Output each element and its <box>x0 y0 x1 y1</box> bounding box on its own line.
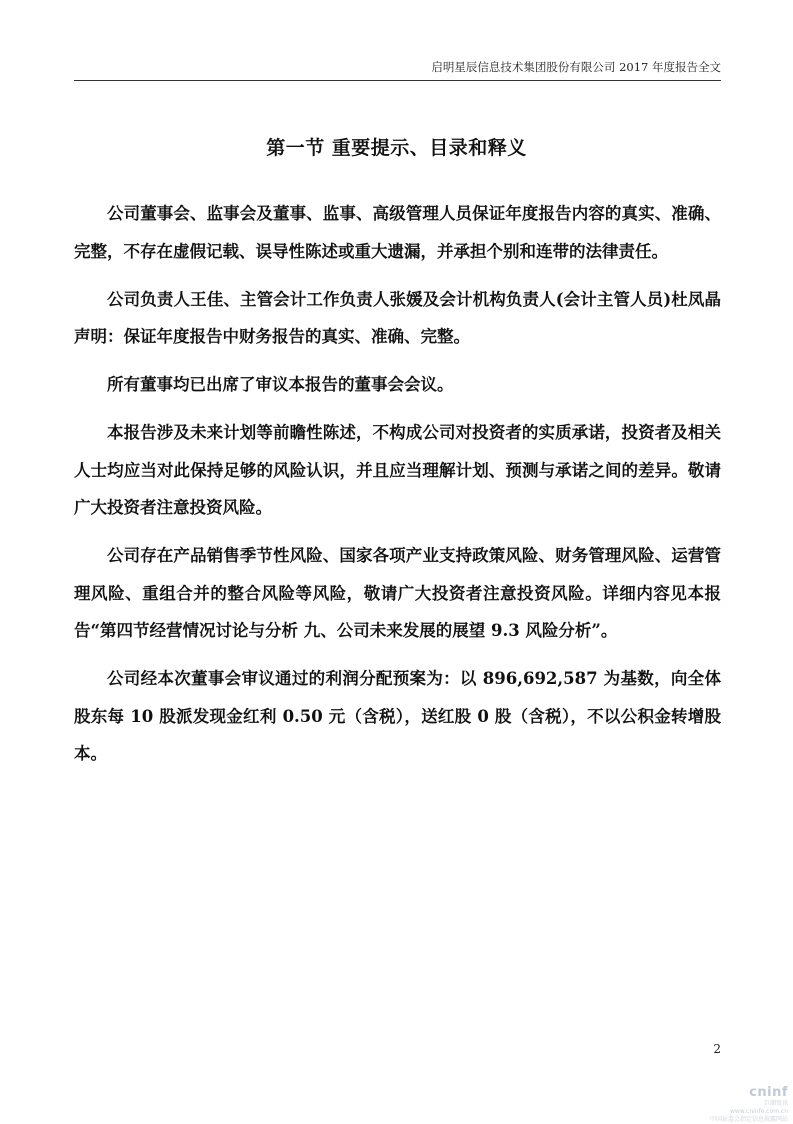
page-header: 启明星辰信息技术集团股份有限公司 2017 年度报告全文 <box>74 60 721 81</box>
cninfo-watermark <box>700 1085 788 1123</box>
section-title: 第一节 重要提示、目录和释义 <box>266 137 527 159</box>
watermark-logo-text: cninf <box>749 1085 788 1100</box>
paragraph-risk-factors: 公司存在产品销售季节性风险、国家各项产业支持政策风险、财务管理风险、运营管理风险、重组合并的整合风险等风险，敬请广大投资者注意投资风险。详细内容见本报告“第四节经营情况讨论与分析 九、公司未来发展的展望 9.3 风险分析”。 <box>74 546 721 640</box>
document-body <box>74 195 721 783</box>
paragraph-responsibility-statement: 公司董事会、监事会及董事、监事、高级管理人员保证年度报告内容的真实、准确、完整，不存在虚假记载、误导性陈述或重大遗漏，并承担个别和连带的法律责任。 <box>74 204 721 261</box>
paragraph-forward-looking: 本报告涉及未来计划等前瞻性陈述，不构成公司对投资者的实质承诺，投资者及相关人士均应当对此保持足够的风险认识，并且应当理解计划、预测与承诺之间的差异。敬请广大投资者注意投资风险。 <box>74 423 721 517</box>
watermark-org: 中国证监会指定信息披露网站 <box>709 1116 788 1123</box>
paragraph-officer-declaration: 公司负责人王佳、主管会计工作负责人张媛及会计机构负责人(会计主管人员)杜凤晶声明：保证年度报告中财务报告的真实、准确、完整。 <box>74 289 721 346</box>
paragraph-profit-distribution: 公司经本次董事会审议通过的利润分配预案为：以 896,692,587 为基数，向全体股东每 10 股派发现金红利 0.50 元（含税），送红股 0 股（含税），不以公积金转增股本。 <box>74 669 721 763</box>
cninfo-logo-icon <box>700 1086 788 1100</box>
watermark-url: www.cninfo.com.cn <box>729 1108 788 1115</box>
watermark-cn: 巨潮资讯 <box>763 1100 788 1107</box>
page-number: 2 <box>713 1042 721 1056</box>
paragraph-board-attendance: 所有董事均已出席了审议本报告的董事会会议。 <box>107 375 454 394</box>
